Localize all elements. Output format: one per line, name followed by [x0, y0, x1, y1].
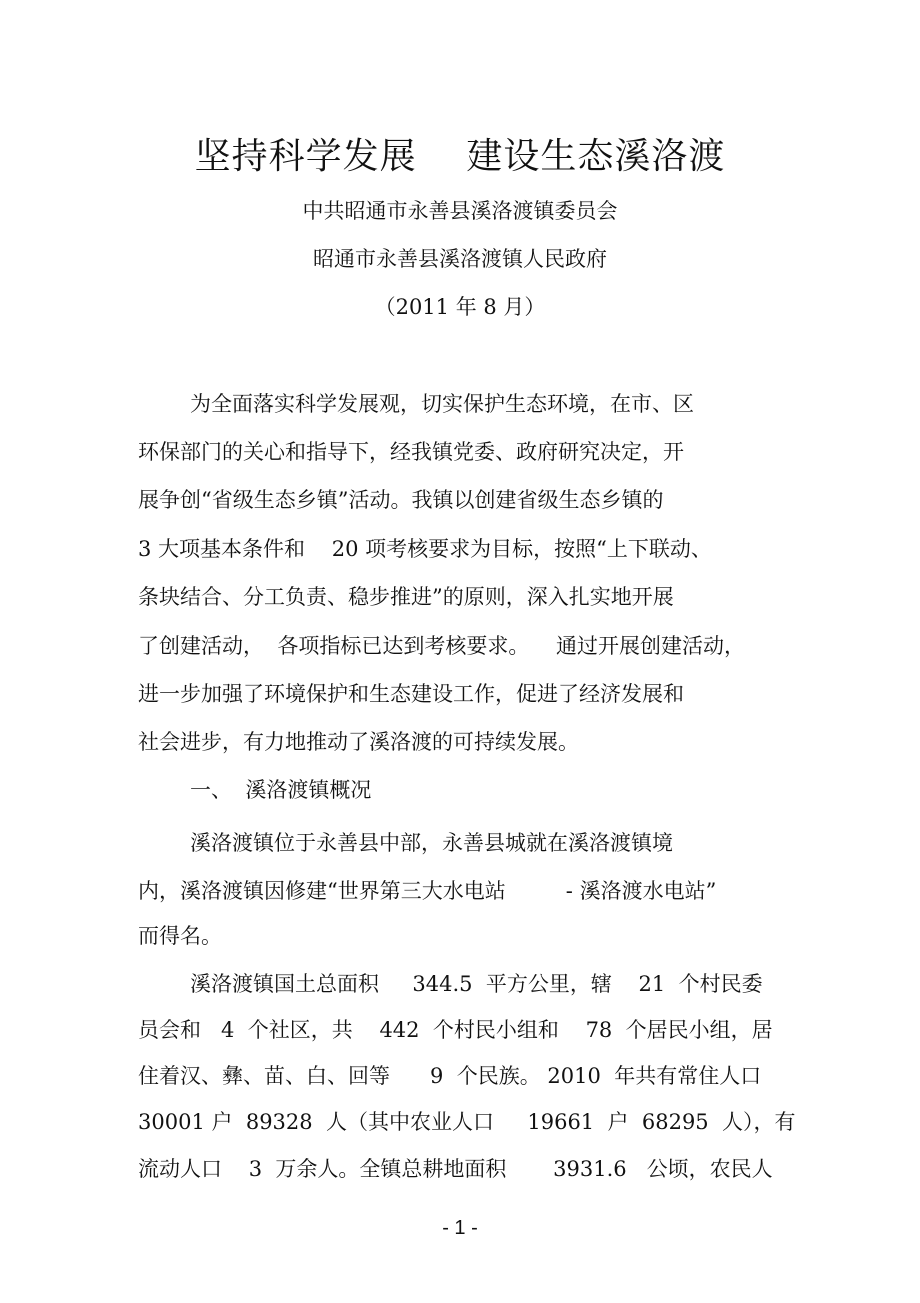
paragraph-line: 社会进步，有力地推动了溪洛渡的可持续发展。 [138, 730, 579, 754]
paragraph-line: 溪洛渡镇国土总面积 344.5 平方公里，辖 21 个村民委 [190, 972, 763, 996]
paragraph-line: 条块结合、分工负责、稳步推进”的原则，深入扎实地开展 [138, 585, 674, 609]
document-title: 坚持科学发展 建设生态溪洛渡 [194, 136, 726, 177]
paragraph-line: 展争创“省级生态乡镇”活动。我镇以创建省级生态乡镇的 [138, 488, 664, 512]
paragraph-line: 员会和 4 个社区，共 442 个村民小组和 78 个居民小组，居 [138, 1018, 773, 1042]
paragraph-line: 流动人口 3 万余人。全镇总耕地面积 3931.6 公顷，农民人 [138, 1157, 773, 1181]
paragraph-line: 了创建活动， 各项指标已达到考核要求。 通过开展创建活动， [138, 634, 746, 658]
paragraph-line: 溪洛渡镇位于永善县中部，永善县城就在溪洛渡镇境 [190, 831, 673, 855]
paragraph-line: 内，溪洛渡镇因修建“世界第三大水电站 - 溪洛渡水电站” [138, 879, 717, 903]
paragraph-line: 环保部门的关心和指导下，经我镇党委、政府研究决定，开 [138, 440, 684, 464]
section-heading: 一、 溪洛渡镇概况 [190, 778, 372, 802]
issuer-party-committee: 中共昭通市永善县溪洛渡镇委员会 [302, 199, 618, 223]
paragraph-line: 30001 户 89328 人（其中农业人口 19661 户 68295 人），有 [138, 1110, 796, 1134]
paragraph-line: 而得名。 [138, 924, 222, 948]
paragraph-line: 为全面落实科学发展观，切实保护生态环境，在市、区 [190, 392, 694, 416]
paragraph-line: 进一步加强了环境保护和生态建设工作，促进了经济发展和 [138, 682, 684, 706]
issuer-town-government: 昭通市永善县溪洛渡镇人民政府 [313, 247, 607, 271]
paragraph-line: 3 大项基本条件和 20 项考核要求为目标，按照“上下联动、 [138, 537, 712, 561]
page-number: - 1 - [442, 1217, 478, 1239]
document-date: （2011 年 8 月） [374, 295, 546, 319]
paragraph-line: 住着汉、彝、苗、白、回等 9 个民族。 2010 年共有常住人口 [138, 1064, 762, 1088]
